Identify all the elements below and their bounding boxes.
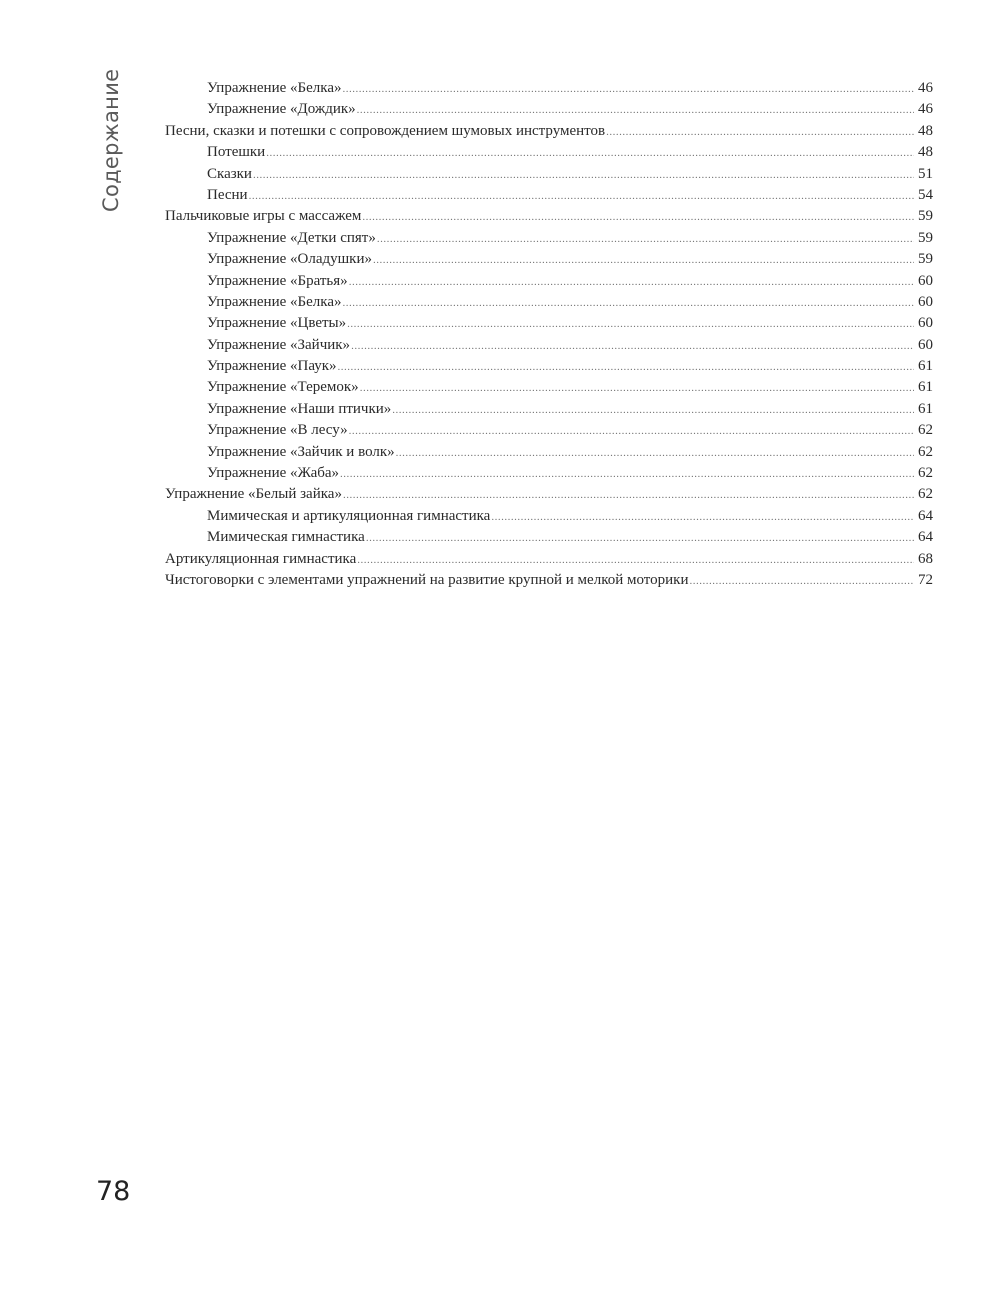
toc-entry[interactable] — [165, 549, 933, 570]
toc-entry-page: 61 — [918, 379, 933, 396]
toc-leader-dots — [253, 165, 914, 186]
page-number: 78 — [96, 1176, 131, 1207]
toc-entry-page: 61 — [918, 358, 933, 375]
toc-entry-page: 60 — [918, 272, 933, 289]
toc-leader-dots — [366, 528, 914, 549]
toc-entry[interactable] — [165, 570, 933, 591]
toc-entry-page: 64 — [918, 507, 933, 524]
toc-entry-page: 48 — [918, 144, 933, 161]
toc-leader-dots — [377, 229, 914, 250]
toc-leader-dots — [343, 485, 914, 506]
toc-entry-page: 59 — [918, 208, 933, 225]
table-of-contents — [165, 78, 933, 591]
toc-entry-page: 64 — [918, 529, 933, 546]
toc-leader-dots — [357, 100, 914, 121]
toc-entry[interactable] — [165, 249, 933, 270]
toc-entry[interactable] — [165, 399, 933, 420]
toc-entry[interactable] — [165, 356, 933, 377]
toc-entry-page: 60 — [918, 315, 933, 332]
toc-entry-title: Мимическая гимнастика — [207, 529, 365, 546]
toc-entry-title: Пальчиковые игры с массажем — [165, 208, 362, 225]
toc-entry[interactable] — [165, 506, 933, 527]
toc-entry-page: 59 — [918, 229, 933, 246]
toc-entry-title: Песни, сказки и потешки с сопровождением шумовых инструментов — [165, 122, 606, 139]
toc-leader-dots — [373, 250, 914, 271]
toc-entry-title: Мимическая и артикуляционная гимнастика — [207, 507, 491, 524]
toc-entry[interactable] — [165, 527, 933, 548]
toc-entry-title: Упражнение «В лесу» — [207, 422, 348, 439]
toc-leader-dots — [340, 464, 914, 485]
toc-entry-title: Потешки — [207, 144, 266, 161]
toc-entry-page: 68 — [918, 550, 933, 567]
toc-entry[interactable] — [165, 292, 933, 313]
toc-entry[interactable] — [165, 463, 933, 484]
toc-entry[interactable] — [165, 420, 933, 441]
toc-entry-title: Упражнение «Дождик» — [207, 101, 356, 118]
toc-entry[interactable] — [165, 484, 933, 505]
toc-entry-title: Упражнение «Жаба» — [207, 465, 340, 482]
toc-entry-title: Упражнение «Братья» — [207, 272, 348, 289]
toc-entry[interactable] — [165, 377, 933, 398]
toc-leader-dots — [342, 79, 914, 100]
toc-entry[interactable] — [165, 313, 933, 334]
toc-leader-dots — [249, 186, 914, 207]
toc-leader-dots — [690, 571, 915, 592]
toc-leader-dots — [360, 378, 914, 399]
toc-leader-dots — [351, 336, 914, 357]
toc-entry-page: 62 — [918, 486, 933, 503]
toc-entry[interactable] — [165, 99, 933, 120]
toc-leader-dots — [338, 357, 914, 378]
toc-entry-title: Чистоговорки с элементами упражнений на развитие крупной и мелкой моторики — [165, 571, 689, 588]
toc-entry[interactable] — [165, 185, 933, 206]
toc-entry-title: Песни — [207, 186, 248, 203]
toc-leader-dots — [347, 314, 914, 335]
toc-entry-title: Упражнение «Белка» — [207, 80, 342, 96]
toc-entry[interactable] — [165, 442, 933, 463]
section-title: Содержание — [99, 68, 123, 212]
toc-entry-page: 54 — [918, 186, 933, 203]
toc-entry[interactable] — [165, 228, 933, 249]
toc-entry-page: 48 — [918, 122, 933, 139]
toc-entry-page: 62 — [918, 465, 933, 482]
toc-entry[interactable] — [165, 78, 933, 99]
toc-entry[interactable] — [165, 121, 933, 142]
toc-entry[interactable] — [165, 142, 933, 163]
toc-entry-page: 60 — [918, 293, 933, 310]
toc-leader-dots — [396, 443, 914, 464]
toc-entry-page: 46 — [918, 101, 933, 118]
toc-entry-title: Упражнение «Паук» — [207, 358, 337, 375]
toc-leader-dots — [357, 550, 914, 571]
toc-entry-title: Упражнение «Зайчик и волк» — [207, 443, 395, 460]
toc-entry-page: 62 — [918, 443, 933, 460]
toc-entry-page: 62 — [918, 422, 933, 439]
toc-leader-dots — [362, 207, 914, 228]
toc-entry-page: 51 — [918, 165, 933, 182]
toc-entry-title: Упражнение «Детки спят» — [207, 229, 376, 246]
toc-entry-title: Артикуляционная гимнастика — [165, 550, 357, 567]
toc-entry[interactable] — [165, 164, 933, 185]
toc-entry-title: Упражнение «Оладушки» — [207, 251, 372, 268]
toc-entry[interactable] — [165, 206, 933, 227]
toc-leader-dots — [342, 293, 914, 314]
toc-entry-page: 61 — [918, 400, 933, 417]
toc-entry-page: 59 — [918, 251, 933, 268]
toc-entry[interactable] — [165, 335, 933, 356]
toc-entry-title: Упражнение «Теремок» — [207, 379, 359, 396]
toc-leader-dots — [606, 122, 914, 143]
toc-entry-page: 60 — [918, 336, 933, 353]
toc-entry-title: Упражнение «Зайчик» — [207, 336, 351, 353]
toc-entry-title: Сказки — [207, 165, 252, 182]
toc-leader-dots — [266, 143, 914, 164]
toc-entry-page: 46 — [918, 80, 933, 96]
toc-leader-dots — [392, 400, 914, 421]
toc-entry-title: Упражнение «Цветы» — [207, 315, 347, 332]
toc-leader-dots — [349, 421, 914, 442]
toc-leader-dots — [491, 507, 914, 528]
toc-leader-dots — [349, 272, 914, 293]
toc-entry-page: 72 — [918, 571, 933, 588]
toc-entry-title: Упражнение «Белый зайка» — [165, 486, 342, 503]
toc-entry-title: Упражнение «Белка» — [207, 293, 342, 310]
toc-entry-title: Упражнение «Наши птички» — [207, 400, 392, 417]
toc-entry[interactable] — [165, 271, 933, 292]
